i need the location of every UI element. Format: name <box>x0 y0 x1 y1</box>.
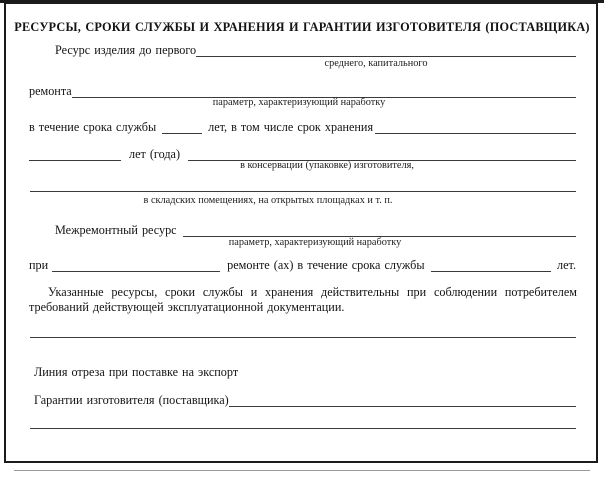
row-service-life <box>29 120 576 134</box>
row-interrepair-resource <box>29 223 576 237</box>
separator-line-1 <box>30 337 576 338</box>
fill-line-service-life-years <box>162 120 202 134</box>
row-repair <box>29 84 576 98</box>
cut-line-label: Линия отреза при поставке на экспорт <box>34 365 239 379</box>
caption-warehouse: в складских помещениях, на открытых площадках и т. п. <box>143 195 393 206</box>
fill-line-warehouse <box>30 191 576 192</box>
fill-line-service-life-2 <box>431 258 551 272</box>
fill-line-conservation <box>188 147 576 161</box>
row-resource-before-first <box>29 43 576 57</box>
fill-line-resource-before-first <box>196 43 576 57</box>
caption-parameter-1: параметр, характеризующий наработку <box>212 97 386 108</box>
fill-line-storage-period <box>375 120 576 134</box>
resource-before-first-label: Ресурс изделия до первого <box>55 43 197 57</box>
row-warranty <box>34 393 576 407</box>
fill-line-warranty <box>229 393 576 407</box>
repair-label: ремонта <box>29 84 72 98</box>
years-label: лет (года) <box>129 147 181 161</box>
row-years <box>29 147 576 161</box>
storage-period-label: лет, в том числе срок хранения <box>208 120 374 134</box>
at-label: при <box>29 258 49 272</box>
fill-line-repair-kind <box>52 258 220 272</box>
page-bottom-edge <box>14 470 590 471</box>
service-life-label: в течение срока службы <box>29 120 157 134</box>
note-paragraph: Указанные ресурсы, сроки службы и хранения действительны при соблюдении потребителем требований действующей эксплуатационной документации. <box>29 285 577 314</box>
fill-line-interrepair-resource <box>183 223 576 237</box>
row-at-repair <box>29 258 576 272</box>
warranty-label: Гарантии изготовителя (поставщика) <box>34 393 229 407</box>
interrepair-resource-label: Межремонтный ресурс <box>55 223 177 237</box>
repair-during-label: ремонте (ах) в течение срока службы <box>227 258 425 272</box>
caption-medium-capital: среднего, капитального <box>324 58 428 69</box>
fill-line-repair <box>72 84 576 98</box>
caption-conservation: в консервации (упаковке) изготовителя, <box>240 160 414 171</box>
caption-parameter-2: параметр, характеризующий наработку <box>228 237 402 248</box>
fill-line-years-count <box>29 147 121 161</box>
separator-line-2 <box>30 428 576 429</box>
form-title: РЕСУРСЫ, СРОКИ СЛУЖБЫ И ХРАНЕНИЯ И ГАРАНТИИ ИЗГОТОВИТЕЛЯ (ПОСТАВЩИКА) <box>14 20 590 34</box>
years-end-label: лет. <box>557 258 576 272</box>
